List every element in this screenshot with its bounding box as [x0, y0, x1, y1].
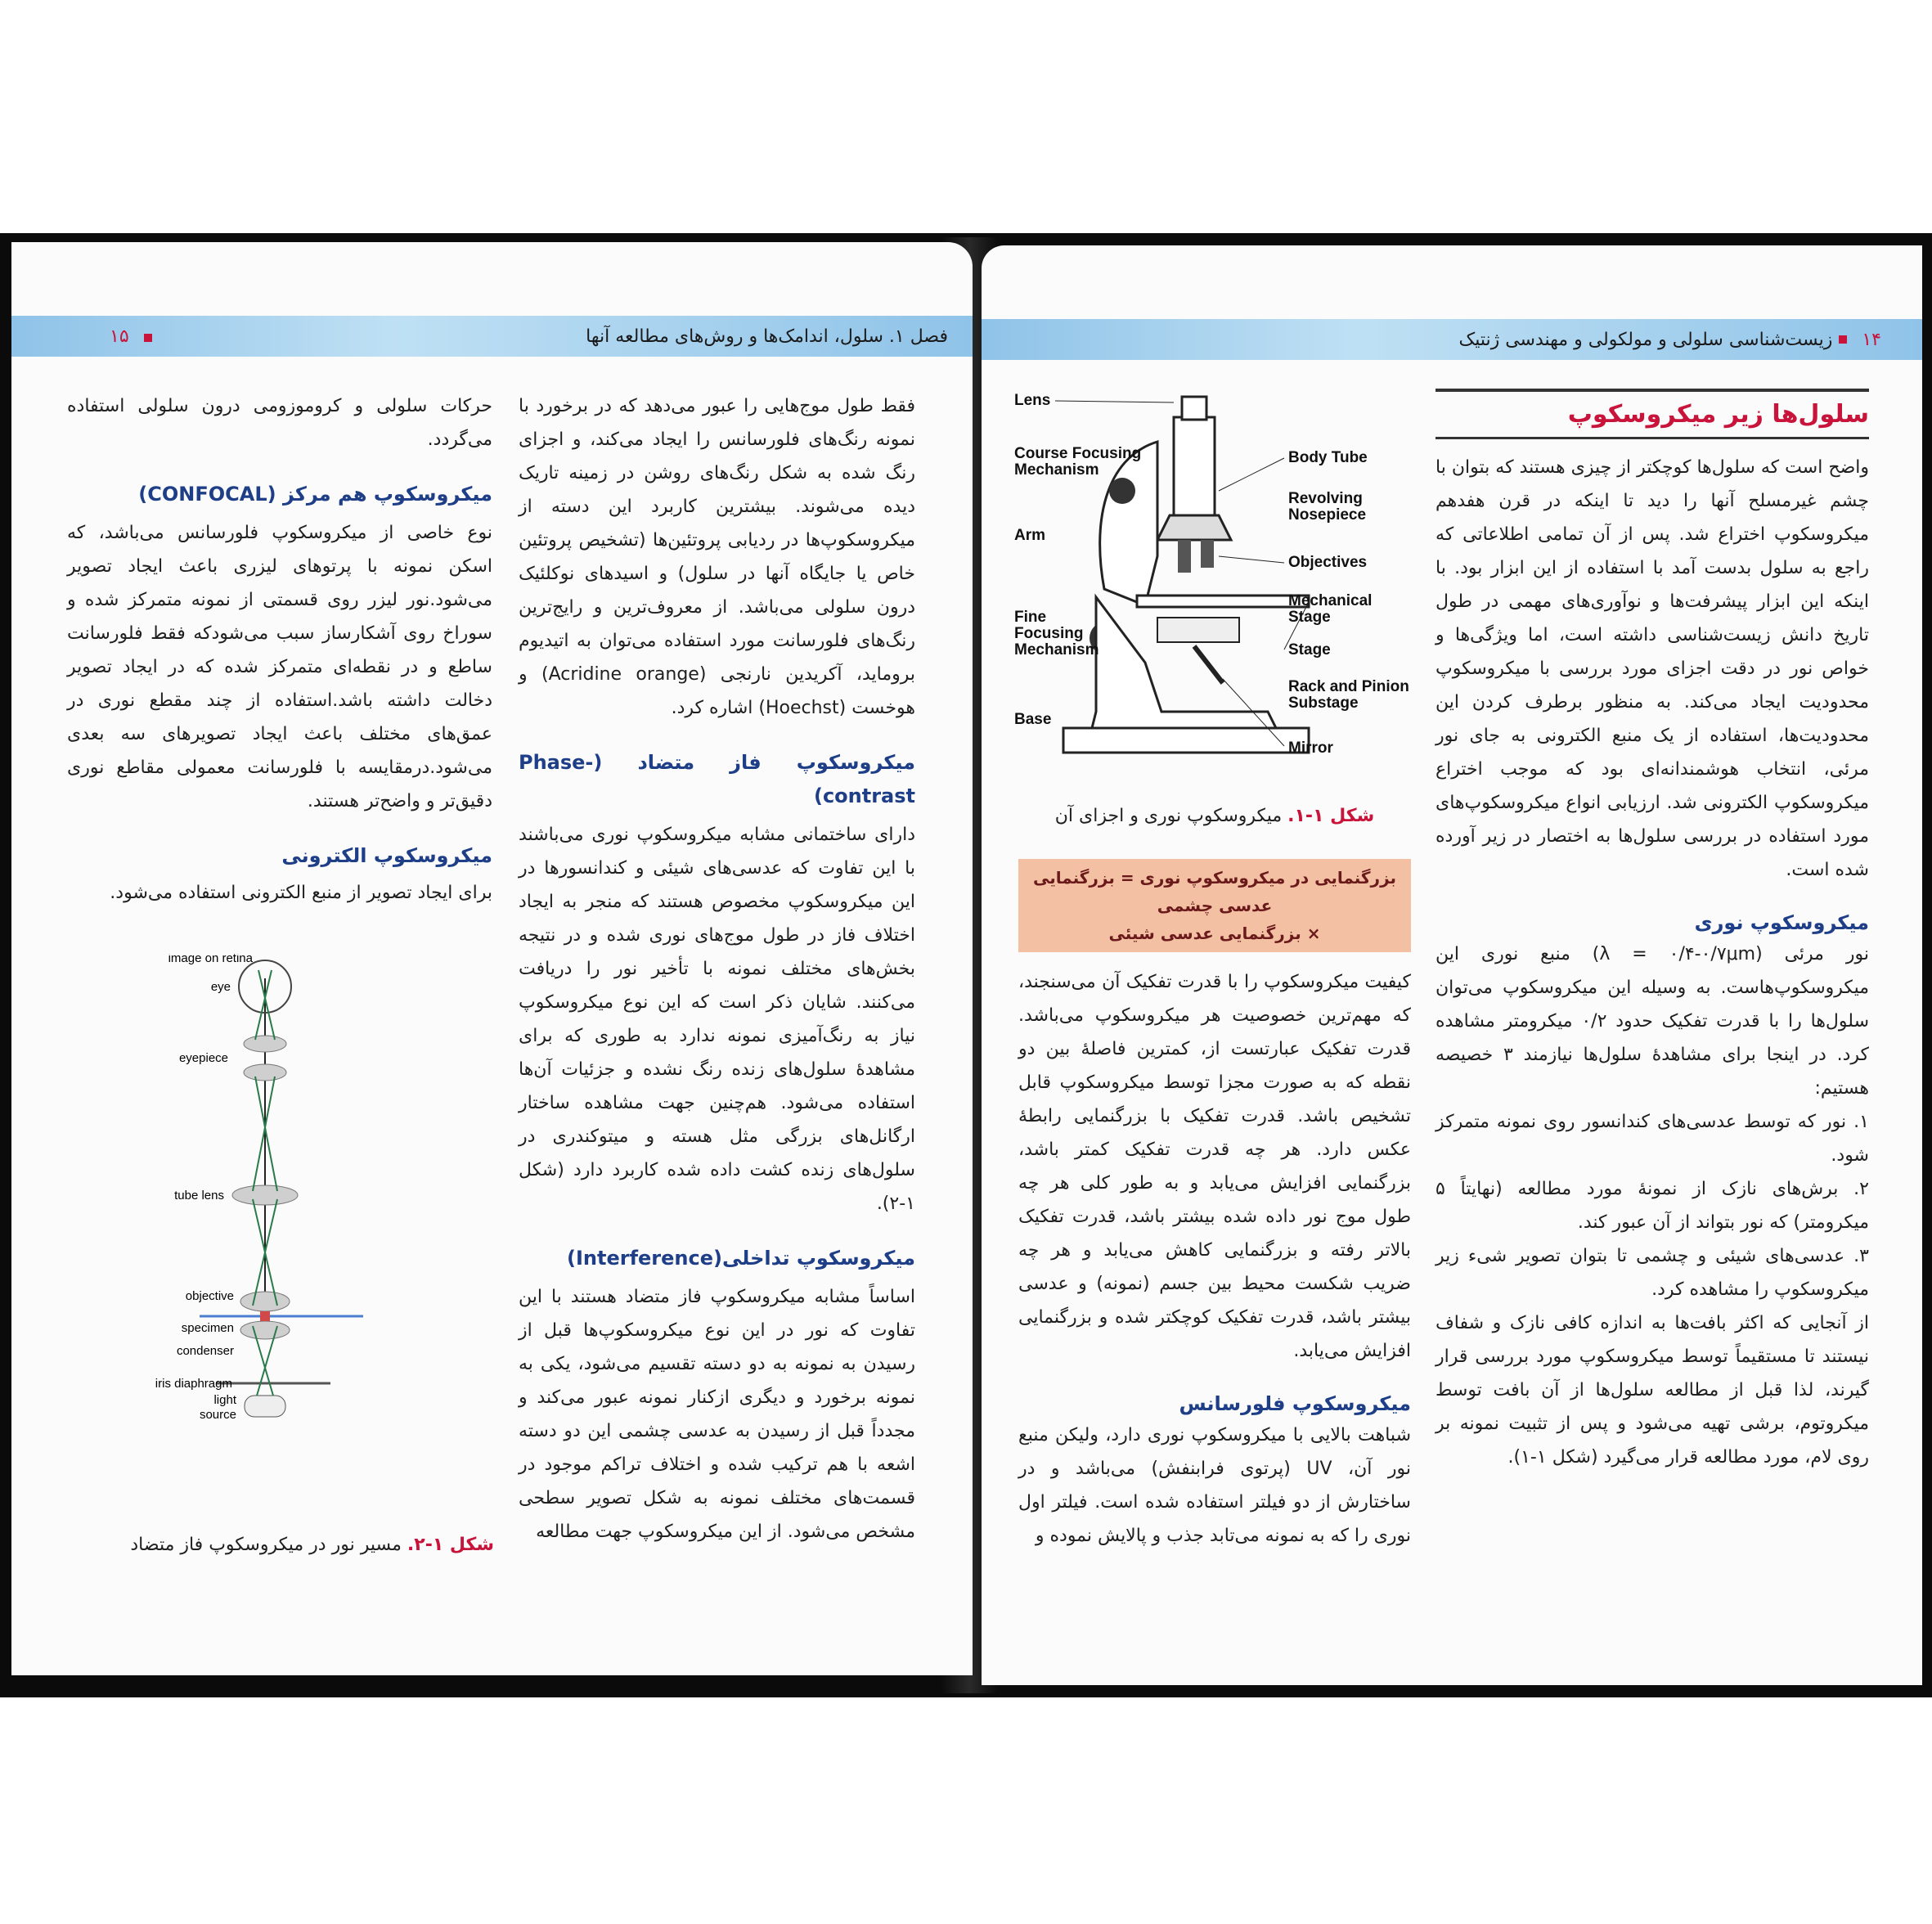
confocal-heading: میکروسکوپ هم مرکز (CONFOCAL)	[138, 483, 492, 506]
figure-1-2-caption	[69, 1535, 494, 1555]
label-mechanical-stage: Stage	[1288, 609, 1331, 626]
label-objectives: Objectives	[1288, 554, 1368, 571]
confocal-paragraph: نوع خاصی از میکروسکوپ فلورسانس می‌باشد، که اسکن نمونه با پرتوهای لیزری باعث ایجاد تصویر می‌شود.نور لیزر روی قسمتی از نمونه متمرکز شده و سوراخ روی آشکارساز سبب می‌شودکه فقط فلورسانت ساطع و در نقطه‌ای متمرکز شده که در ایجاد تصویر دخالت داشته باشد.استفاده از چند مقطع نوری در عمق‌های مختلف باعث ایجاد تصویرهای سه بعدی می‌شود.درمقایسه با فلورسانت معمولی مقاطع نوری دقیق‌تر و واضح‌تر هستند.	[67, 523, 492, 811]
figure-1-2-label: شکل ۱-۲.	[407, 1535, 494, 1555]
label-stage: Stage	[1288, 641, 1331, 659]
left-page-left-column	[67, 389, 492, 910]
label-iris-diaphragm: iris diaphragm	[155, 1377, 232, 1391]
phase-contrast-paragraph: دارای ساختمانی مشابه میکروسکوپ نوری می‌باشند با این تفاوت که عدسی‌های شیئی و کندانسورها در این میکروسکوپ مخصوص هستند که منجر به ایجاد اختلاف فاز در طول موج‌های نوری شده و در نتیجه بخش‌های مختلف نمونه با تأخیر نور را دریافت می‌کنند. شایان ذکر است که این نوع میکروسکوپ نیاز به رنگ‌آمیزی نمونه ندارد به طوری که برای مشاهدهٔ سلول‌های زنده رنگ نشده و جزئیات آن‌ها استفاده می‌شود. هم‌چنین جهت مشاهده ساختار ارگانل‌های بزرگی مثل هسته و میتوکندری در سلول‌های زنده کشت داده شده کاربرد دارد (شکل ۱-۲).	[519, 825, 915, 1214]
label-objective: objective	[185, 1289, 234, 1303]
fluorescence-paragraph: شباهت بالایی با میکروسکوپ نوری دارد، ولیکن منبع نور آن، UV (پرتوی فرابنفش) می‌باشد و در ساختارش از دو فیلتر استفاده شده است. فیلتر اول نوری را که به نمونه می‌تابد جذب و پالایش نموده و	[1018, 1425, 1412, 1546]
label-arm: Arm	[1014, 527, 1046, 544]
left-page-right-column	[519, 389, 915, 1549]
label-eye: eye	[210, 980, 231, 994]
fluorescence-continued-paragraph: فقط طول موج‌هایی را عبور می‌دهد که در برخورد با نمونه رنگ‌های فلورسانس را ایجاد می‌کند، و اجزای رنگ شده به شکل رنگ‌های روشن در زمینه تاریک دیده می‌شوند. بیشترین کاربرد این دسته از میکروسکوپ‌ها در ردیابی پروتئین‌ها (تشخیص پروتئین خاص یا جایگاه آنها در سلول) و اسیدهای نوکلئیک درون سلولی می‌باشد. از معروف‌ترین و رایج‌ترین رنگ‌های فلورسانت مورد استفاده می‌توان به اتیدیوم بروماید، آکریدین نارنجی (Acridine orange) و هوخست (Hoechst) اشاره کرد.	[519, 396, 915, 718]
label-mirror: Mirror	[1288, 739, 1333, 757]
intro-paragraph: واضح است که سلول‌ها کوچکتر از چیزی هستند که بتوان با چشم غیرمسلح آنها را دید تا اینکه در قرن هفدهم میکروسکوپ اختراع شد. پس از آن تمامی اطلاعاتی که راجع به سلول بدست آمد با استفاده از این ابزار بود. با اینکه این ابزار پیشرفت‌ها و نوآوری‌های مهمی در طول تاریخ دانش زیست‌شناسی داشته است، اما ویژگی‌ها و خواص نور در دقت اجزای مورد بررسی با میکروسکوپ محدودیت ایجاد می‌کند. به منظور برطرف کردن این محدودیت‌ها، استفاده از یک منبع الکترونی به جای نور مرئی، انتخاب هوشمندانه‌ای بود که موجب اختراع میکروسکوپ الکترونی شد. ارزیابی انواع میکروسکوپ‌های مورد استفاده در بررسی سلول‌ها به اختصار در زیر آورده شده است.	[1436, 457, 1869, 880]
formula-line-2: × بزرگنمایی عدسی شیئی	[1108, 924, 1321, 943]
label-fine-mechanism: Mechanism	[1014, 641, 1099, 659]
substage	[1157, 618, 1239, 642]
label-specimen: specimen	[181, 1321, 234, 1335]
light-bulb-icon	[245, 1396, 285, 1417]
header-title: زیست‌شناسی سلولی و مولکولی و مهندسی ژنتیک	[1458, 329, 1833, 350]
right-page-header	[982, 319, 1922, 360]
header-square-icon	[1839, 335, 1847, 344]
figure-1-1-label: شکل ۱-۱.	[1287, 806, 1375, 826]
figure-1-1-text: میکروسکوپ نوری و اجزای آن	[1054, 806, 1283, 826]
label-source: source	[199, 1408, 236, 1422]
fluorescence-heading: میکروسکوپ فلورسانس	[1179, 1392, 1411, 1415]
left-page-header	[11, 316, 973, 357]
label-nosepiece: Nosepiece	[1288, 506, 1367, 524]
magnification-formula	[1018, 859, 1411, 952]
right-page	[982, 245, 1922, 1685]
label-image-on-retina: image on retina	[168, 954, 253, 965]
tube-lens	[232, 1185, 298, 1205]
revolving-nosepiece	[1157, 515, 1231, 540]
label-substage: Substage	[1288, 695, 1359, 712]
list-item-1: ۱. نور که توسط عدسی‌های کندانسور روی نمونه متمرکز شود.	[1436, 1112, 1869, 1166]
chapter-title: سلول‌ها زیر میکروسکوپ	[1567, 400, 1869, 429]
list-item-3: ۳. عدسی‌های شیئی و چشمی تا بتوان تصویر شیء زیر میکروسکوپ را مشاهده کرد.	[1436, 1246, 1869, 1300]
eyepiece	[1182, 397, 1206, 420]
chromosome-movement-paragraph: حرکات سلولی و کروموزومی درون سلولی استفاده می‌گردد.	[67, 396, 492, 450]
eyepiece-lens-top	[244, 1036, 286, 1052]
label-condenser: condenser	[176, 1344, 234, 1358]
left-page	[11, 242, 973, 1675]
right-page-right-column	[1436, 389, 1869, 1474]
light-microscope-paragraph: نور مرئی (λ = ۰/۴-۰/۷μm) منبع نوری این میکروسکوپ‌هاست. به وسیله این میکروسکوپ می‌توان سلول‌ها را با قدرت تفکیک حدود ۰/۲ میکرومتر مشاهده کرد. در اینجا برای مشاهدهٔ سلول‌ها نیازمند ۳ خصیصه هستیم:	[1436, 944, 1869, 1099]
page-number-wrap	[101, 326, 159, 347]
header-title: فصل ۱. سلول، اندامک‌ها و روش‌های مطالعه آنها	[586, 326, 948, 347]
eyepiece-lens-bottom	[244, 1064, 286, 1081]
electron-microscope-heading: میکروسکوپ الکترونی	[281, 844, 492, 867]
condenser-lens	[240, 1321, 290, 1339]
resolution-paragraph: کیفیت میکروسکوپ را با قدرت تفکیک آن می‌سنجند، که مهم‌ترین خصوصیت هر میکروسکوپ می‌باشد. قدرت تفکیک عبارتست از، کمترین فاصلهٔ بین دو نقطه که به صورت مجزا توسط میکروسکوپ قابل تشخیص باشد. قدرت تفکیک با بزرگنمایی رابطهٔ عکس دارد. هر چه قدرت تفکیک کمتر باشد، بزرگنمایی افزایش می‌یابد و به طور کلی هر چه طول موج نور داده شده بیشتر باشد، قدرت تفکیک بالاتر رفته و بزرگنمایی کاهش می‌یابد و هر چه ضریب شکست محیط بین جسم (نمونه) و عدسی بیشتر باشد، قدرت تفکیک کوچکتر شده و بزرگنمایی افزایش می‌یابد.	[1018, 972, 1411, 1361]
label-course-focusing: Course Focusing	[1014, 445, 1142, 462]
label-lens: Lens	[1014, 393, 1051, 409]
objective-1	[1178, 540, 1191, 573]
light-microscope-heading: میکروسکوپ نوری	[1694, 911, 1869, 934]
closing-paragraph: از آنجایی که اکثر بافت‌ها به اندازه کافی نازک و شفاف نیستند تا مستقیماً توسط میکروسکوپ مورد بررسی قرار گیرند، لذا قبل از مطالعه سلول‌ها از آن بافت توسط میکروتوم، برشی تهیه می‌شود و پس از تثبیت نمونه بر روی لام، مورد مطالعه قرار می‌گیرد (شکل ۱-۱).	[1436, 1313, 1869, 1468]
chapter-rule-top	[1436, 389, 1869, 392]
objective-2	[1201, 540, 1214, 568]
label-body-tube: Body Tube	[1288, 449, 1368, 466]
chapter-rule-bottom	[1436, 437, 1869, 439]
page-number: ۱۵	[110, 326, 129, 347]
label-light: light	[213, 1393, 236, 1407]
interference-heading: میکروسکوپ تداخلی(Interference)	[567, 1247, 915, 1270]
light-path-figure	[93, 954, 404, 1428]
label-fine: Fine	[1014, 609, 1047, 626]
label-eyepiece: eyepiece	[178, 1051, 228, 1065]
formula-line-1: بزرگنمایی در میکروسکوپ نوری = بزرگنمایی عدسی چشمی	[1032, 868, 1397, 915]
figure-1-1-caption	[1018, 806, 1411, 826]
figure-1-2-text: مسیر نور در میکروسکوپ فاز متضاد	[130, 1535, 402, 1555]
arm	[1100, 442, 1157, 605]
interference-paragraph: اساساً مشابه میکروسکوپ فاز متضاد هستند با این تفاوت که نور در این نوع میکروسکوپ‌ها قبل از رسیدن به نمونه به دو دسته تقسیم می‌شود، یکی به نمونه برخورد و دیگری ازکنار نمونه عبور می‌کند و مجدداً قبل از رسیدن به عدسی چشمی این دو دسته اشعه با هم ترکیب شده و اختلاف تراکم موجود در قسمت‌های مختلف نمونه به شکل تصویر سطحی مشخص می‌شود. از این میکروسکوپ جهت مطالعه	[519, 1287, 915, 1542]
label-tube-lens: tube lens	[174, 1189, 224, 1202]
label-base: Base	[1014, 711, 1052, 728]
body-tube	[1174, 417, 1215, 515]
electron-microscope-paragraph: برای ایجاد تصویر از منبع الکترونی استفاده می‌شود.	[110, 883, 492, 903]
right-page-left-column	[1018, 806, 1411, 1553]
specimen-marker	[260, 1311, 270, 1321]
label-course-mechanism: Mechanism	[1014, 461, 1099, 479]
header-square-icon	[144, 334, 152, 342]
objective-lens	[240, 1292, 290, 1311]
mirror	[1194, 646, 1223, 683]
page-number: ۱۴	[1862, 329, 1881, 350]
stage	[1137, 596, 1309, 607]
label-mechanical: Mechanical	[1288, 592, 1373, 609]
list-item-2: ۲. برش‌های نازک از نمونهٔ مورد مطالعه (نهایتاً ۵ میکرومتر) که نور بتواند از آن عبور کند.	[1436, 1179, 1869, 1233]
label-rack-and-pinion: Rack and Pinion	[1288, 678, 1409, 695]
light-microscope-diagram	[1014, 393, 1423, 777]
base	[1063, 728, 1309, 753]
label-revolving: Revolving	[1288, 490, 1363, 507]
label-fine-focusing: Focusing	[1014, 625, 1084, 642]
course-focusing-knob	[1109, 478, 1135, 504]
phase-contrast-heading: میکروسکوپ فاز متضاد (Phase-contrast)	[519, 751, 915, 807]
